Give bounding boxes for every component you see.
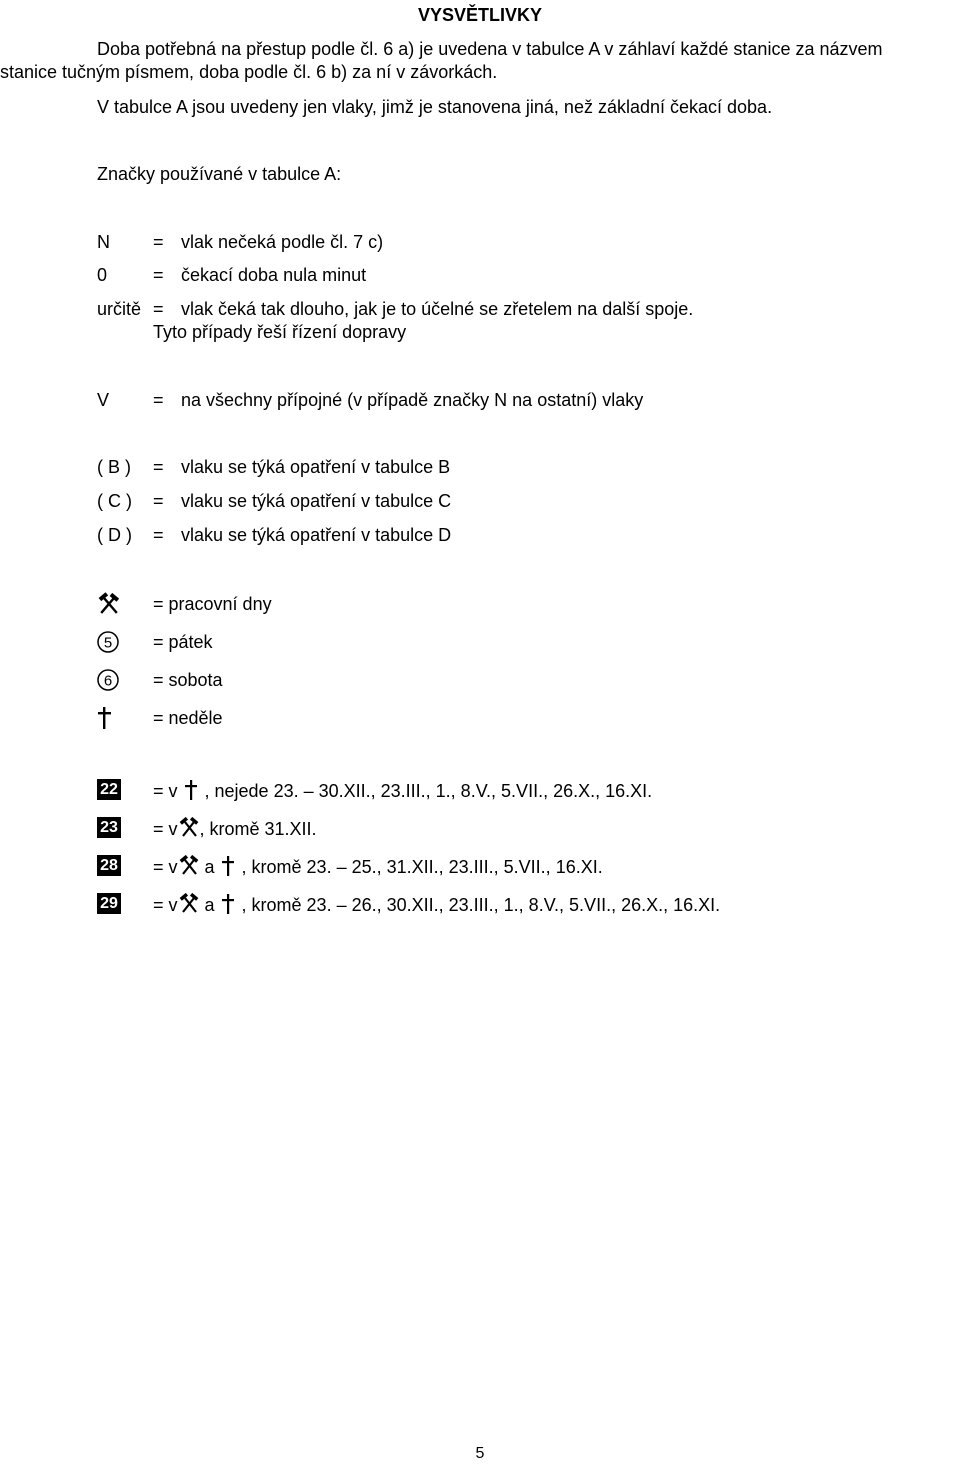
- legend-equals: =: [153, 265, 164, 285]
- legend-symbol-c: ( C ): [97, 491, 132, 511]
- day-mark-text-workdays: = pracovní dny: [153, 594, 272, 614]
- mark-29-and: a: [199, 895, 220, 915]
- day-mark-text-friday: = pátek: [153, 632, 213, 652]
- mark-23-prefix: = v: [153, 819, 178, 839]
- cross-icon: [96, 705, 122, 731]
- intro-line-1: Doba potřebná na přestup podle čl. 6 a) je uvedena v tabulce A v záhlaví každé stanice za názvem: [97, 39, 883, 59]
- circled-five-icon: [96, 629, 122, 655]
- mark-number-22: 22: [97, 779, 121, 800]
- legend-text-d: vlaku se týká opatření v tabulce D: [181, 525, 452, 545]
- mark-29-prefix: = v: [153, 895, 178, 915]
- legend-text-urcite: vlak čeká tak dlouho, jak je to účelné se zřetelem na další spoje.: [181, 299, 694, 319]
- mark-number-28: 28: [97, 855, 121, 876]
- day-mark-text-saturday: = sobota: [153, 670, 223, 690]
- mark-row-23: [153, 817, 317, 840]
- legend-equals: =: [153, 299, 164, 319]
- mark-28-and: a: [199, 857, 220, 877]
- legend-symbol-urcite: určitě: [97, 299, 142, 319]
- mark-23-text: , kromě 31.XII.: [199, 819, 317, 839]
- legend-symbol-v: V: [97, 390, 110, 410]
- circled-six-icon: [96, 667, 122, 693]
- hammer-pick-icon: [178, 855, 200, 877]
- mark-row-22: [153, 779, 652, 802]
- legend-symbol-b: ( B ): [97, 457, 131, 477]
- mark-28-text: , kromě 23. – 25., 31.XII., 23.III., 5.VII., 16.XI.: [241, 857, 603, 877]
- mark-28-prefix: = v: [153, 857, 178, 877]
- cross-icon: [220, 855, 242, 877]
- mark-number-29: 29: [97, 893, 121, 914]
- legend-equals: =: [153, 525, 164, 545]
- mark-row-28: [153, 855, 603, 878]
- intro-line-3: V tabulce A jsou uvedeny jen vlaky, jimž je stanovena jiná, než základní čekací doba.: [97, 97, 773, 117]
- legend-symbol-d: ( D ): [97, 525, 132, 545]
- legend-symbol-zero: 0: [97, 265, 108, 285]
- legend-text-urcite-cont: Tyto případy řeší řízení dopravy: [153, 322, 407, 342]
- intro-line-2: stanice tučným písmem, doba podle čl. 6 b) za ní v závorkách.: [0, 62, 498, 82]
- legend-symbol-n: N: [97, 232, 110, 252]
- legend-text-b: vlaku se týká opatření v tabulce B: [181, 457, 451, 477]
- legend-equals: =: [153, 232, 164, 252]
- hammer-pick-icon: [96, 592, 122, 618]
- mark-22-prefix: = v: [153, 781, 183, 801]
- legend-text-zero: čekací doba nula minut: [181, 265, 367, 285]
- mark-row-29: [153, 893, 720, 916]
- legend-text-c: vlaku se týká opatření v tabulce C: [181, 491, 452, 511]
- day-mark-text-sunday: = neděle: [153, 708, 223, 728]
- legend-equals: =: [153, 457, 164, 477]
- cross-icon: [220, 893, 242, 915]
- marks-heading: Značky používané v tabulce A:: [97, 164, 342, 184]
- page-number: 5: [475, 1445, 485, 1462]
- svg-text:6: 6: [103, 672, 113, 690]
- legend-equals: =: [153, 390, 164, 410]
- hammer-pick-icon: [178, 893, 200, 915]
- hammer-pick-icon: [178, 817, 200, 839]
- mark-29-text: , kromě 23. – 26., 30.XII., 23.III., 1., 8.V., 5.VII., 26.X., 16.XI.: [241, 895, 721, 915]
- legend-text-n: vlak nečeká podle čl. 7 c): [181, 232, 384, 252]
- legend-text-v: na všechny přípojné (v případě značky N na ostatní) vlaky: [181, 390, 644, 410]
- mark-number-23: 23: [97, 817, 121, 838]
- mark-22-text: , nejede 23. – 30.XII., 23.III., 1., 8.V., 5.VII., 26.X., 16.XI.: [204, 781, 653, 801]
- page-title: VYSVĚTLIVKY: [417, 5, 543, 25]
- svg-text:5: 5: [103, 634, 113, 652]
- legend-equals: =: [153, 491, 164, 511]
- cross-icon: [183, 779, 205, 801]
